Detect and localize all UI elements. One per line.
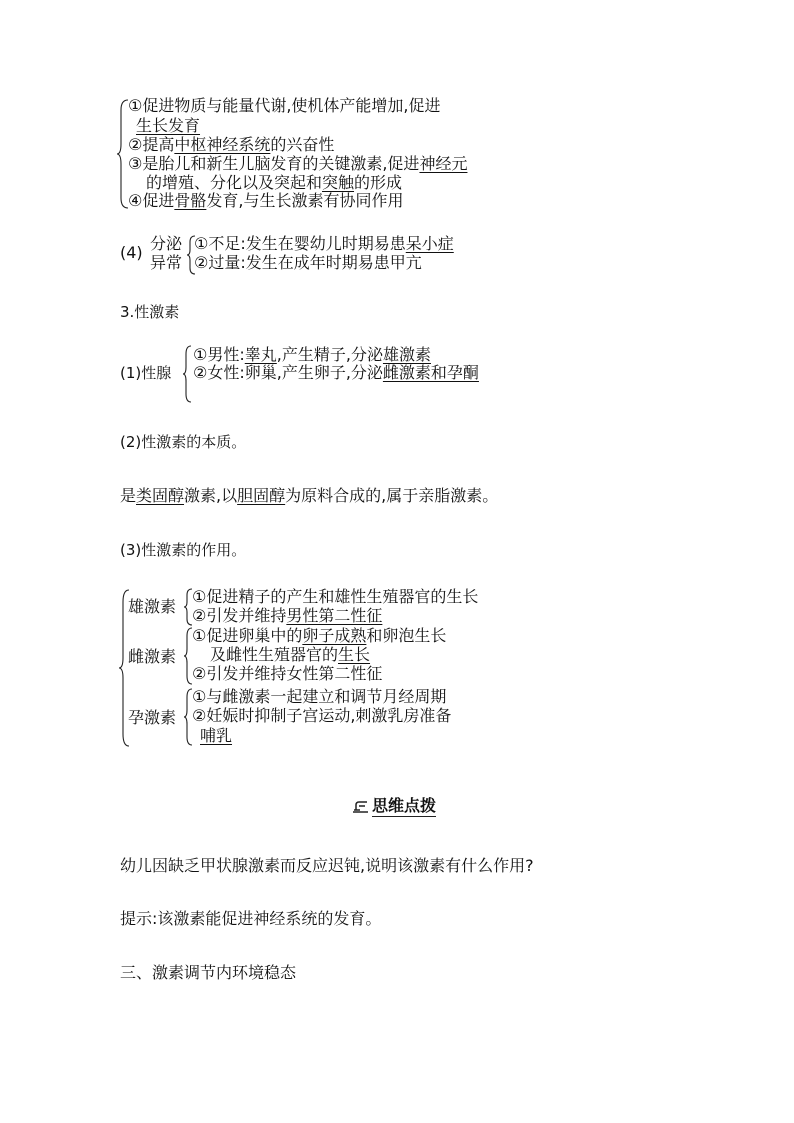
androgen-label: 雄激素 xyxy=(128,597,177,616)
thyroid-line-1b: 生长发育 xyxy=(136,116,201,135)
estrogen-line-3: ②引发并维持女性第二性征 xyxy=(192,664,383,683)
androgen-line-2: ②引发并维持男性第二性征 xyxy=(192,606,383,625)
androgen-line-1: ①促进精子的产生和雄性生殖器官的生长 xyxy=(192,587,479,606)
thinking-question: 幼儿因缺乏甲状腺激素而反应迟钝,说明该激素有什么作用? xyxy=(120,856,534,875)
progesterone-line-3: 哺乳 xyxy=(200,726,233,745)
gonad-male: ①男性:睾丸,产生精子,分泌雄激素 xyxy=(193,345,431,364)
left-brace-gonad xyxy=(183,345,193,403)
progesterone-line-1: ①与雌激素一起建立和调节月经周期 xyxy=(192,687,447,706)
hand-pointing-icon xyxy=(352,798,370,814)
gonad-female: ②女性:卵巢,产生卵子,分泌雌激素和孕酮 xyxy=(193,363,479,382)
thyroid-line-5: ④促进骨骼发育,与生长激素有协同作用 xyxy=(128,191,404,210)
thinking-hint: 提示:该激素能促进神经系统的发育。 xyxy=(120,909,382,928)
thinking-header: 思维点拨 xyxy=(352,796,436,816)
abnormal-label-1: 分泌 xyxy=(150,234,183,253)
thyroid-line-4: 的增殖、分化以及突起和突触的形成 xyxy=(146,173,403,192)
abnormal-line-2: ②过量:发生在成年时期易患甲亢 xyxy=(194,253,422,272)
progesterone-line-2: ②妊娠时抑制子宫运动,刺激乳房准备 xyxy=(192,706,452,725)
gonad-label: (1)性腺 xyxy=(120,364,172,382)
abnormal-line-1: ①不足:发生在婴幼儿时期易患呆小症 xyxy=(194,234,454,253)
essence-text: 是类固醇激素,以胆固醇为原料合成的,属于亲脂激素。 xyxy=(120,486,499,505)
sex-hormone-title: 3.性激素 xyxy=(120,303,180,321)
abnormal-number: (4) xyxy=(120,243,143,262)
thyroid-line-1: ①促进物质与能量代谢,使机体产能增加,促进 xyxy=(128,96,441,115)
section-3-title: 三、激素调节内环境稳态 xyxy=(120,963,297,982)
estrogen-label: 雌激素 xyxy=(128,647,177,666)
estrogen-line-2: 及雌性生殖器官的生长 xyxy=(210,645,371,664)
essence-title: (2)性激素的本质。 xyxy=(120,433,247,451)
function-title: (3)性激素的作用。 xyxy=(120,541,247,559)
thyroid-line-3: ③是胎儿和新生儿脑发育的关键激素,促进神经元 xyxy=(128,154,468,173)
thyroid-line-2: ②提高中枢神经系统的兴奋性 xyxy=(128,135,335,154)
abnormal-label-2: 异常 xyxy=(150,253,183,272)
progesterone-label: 孕激素 xyxy=(128,708,177,727)
estrogen-line-1: ①促进卵巢中的卵子成熟和卵泡生长 xyxy=(192,626,447,645)
